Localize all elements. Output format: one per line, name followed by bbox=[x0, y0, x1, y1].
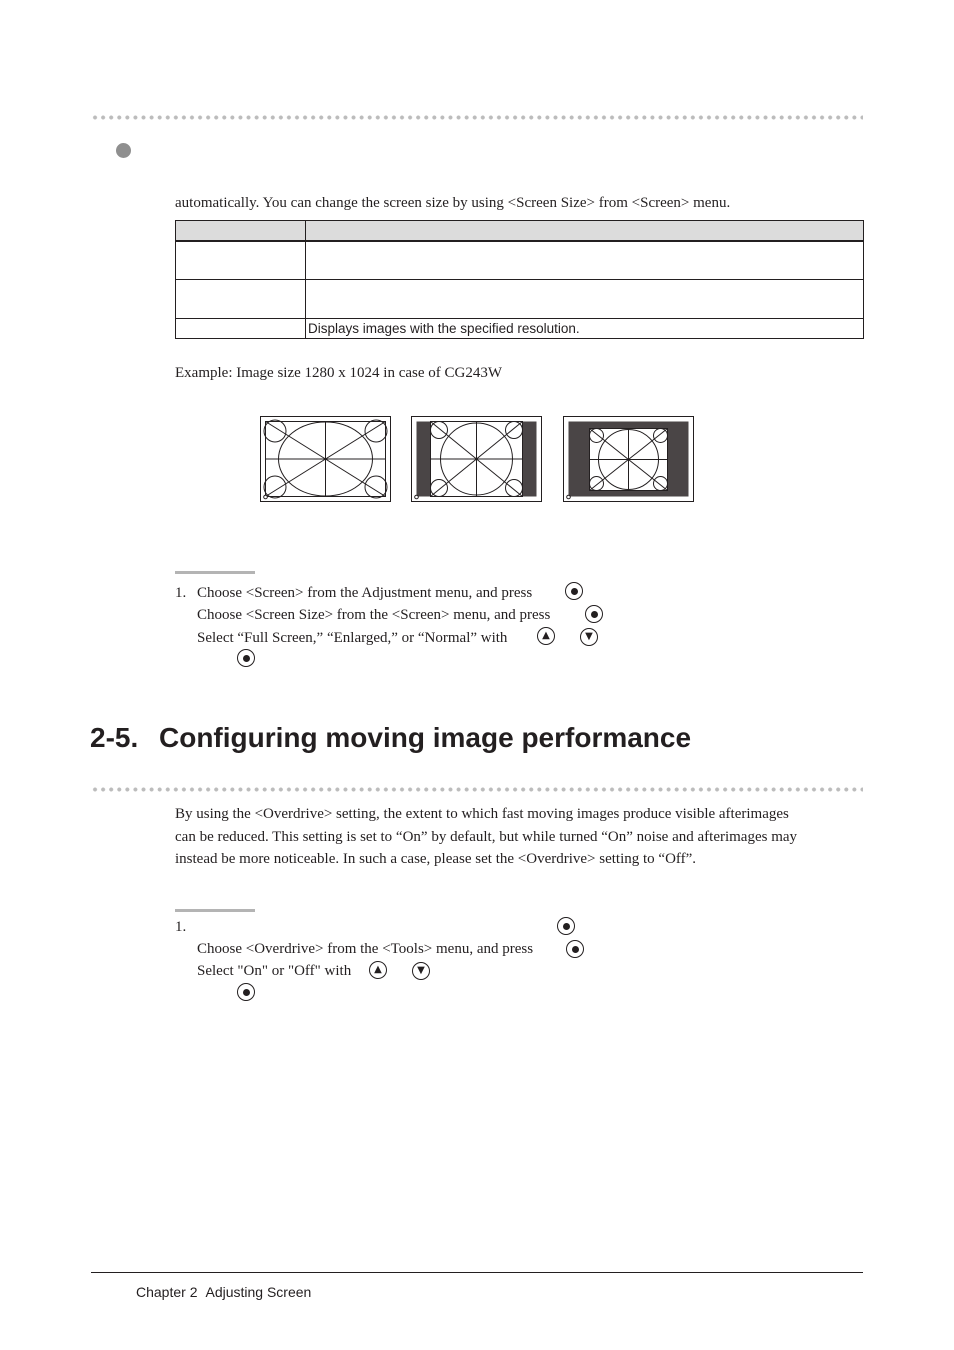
section-title: Configuring moving image performance bbox=[159, 722, 692, 753]
full-screen-example-image bbox=[260, 416, 391, 502]
table-row bbox=[176, 318, 864, 338]
screen-size-intro: automatically. You can change the screen size by using <Screen Size> from <Screen> menu. bbox=[175, 195, 731, 211]
enter-button-icon bbox=[566, 940, 584, 958]
table-header-cell bbox=[176, 221, 306, 242]
procedure-step-line: Select “Full Screen,” “Enlarged,” or “Normal” with bbox=[197, 630, 508, 646]
footer-chapter: Chapter 2 bbox=[136, 1284, 198, 1300]
body-paragraph-line: By using the <Overdrive> setting, the extent to which fast moving images produce visible afterimages bbox=[175, 806, 789, 822]
table-cell-function bbox=[306, 241, 864, 279]
procedure-rule bbox=[175, 571, 255, 574]
enter-button-icon bbox=[237, 649, 255, 667]
table-cell-function bbox=[306, 279, 864, 318]
section-bullet-icon bbox=[116, 143, 131, 158]
body-paragraph-line: instead be more noticeable. In such a case, please set the <Overdrive> setting to “Off”. bbox=[175, 851, 697, 867]
down-button-icon: ▼ bbox=[412, 962, 430, 980]
procedure-step-line: Choose <Screen> from the Adjustment menu, and press bbox=[197, 585, 533, 601]
procedure-step-number: 1. bbox=[175, 919, 187, 935]
screen-size-table bbox=[175, 220, 864, 339]
enlarged-example-image bbox=[411, 416, 542, 502]
page-footer bbox=[136, 1284, 311, 1300]
enter-button-icon bbox=[585, 605, 603, 623]
procedure-step-line: Select "On" or "Off" with bbox=[197, 963, 352, 979]
up-button-icon: ▲ bbox=[369, 961, 387, 979]
footer-title: Adjusting Screen bbox=[205, 1284, 312, 1300]
body-paragraph-line: can be reduced. This setting is set to “On” by default, but while turned “On” noise and afterimages may bbox=[175, 829, 798, 845]
normal-example-image bbox=[563, 416, 694, 502]
dotted-separator-section bbox=[91, 787, 863, 792]
dotted-separator-top bbox=[91, 115, 863, 120]
procedure-rule bbox=[175, 909, 255, 912]
enter-button-icon bbox=[557, 917, 575, 935]
table-cell-setting bbox=[176, 241, 306, 279]
procedure-step-line: Choose <Screen Size> from the <Screen> menu, and press bbox=[197, 607, 551, 623]
table-cell-setting bbox=[176, 318, 306, 338]
table-cell-function: Displays images with the specified resolution. bbox=[306, 318, 864, 338]
footer-rule bbox=[91, 1272, 863, 1273]
section-heading bbox=[90, 720, 691, 756]
down-button-icon: ▼ bbox=[580, 628, 598, 646]
up-button-icon: ▲ bbox=[537, 627, 555, 645]
table-header-cell bbox=[306, 221, 864, 242]
table-header-row bbox=[176, 221, 864, 242]
table-row bbox=[176, 241, 864, 279]
enter-button-icon bbox=[237, 983, 255, 1001]
table-cell-setting bbox=[176, 279, 306, 318]
procedure-step-line: Choose <Overdrive> from the <Tools> menu, and press bbox=[197, 941, 534, 957]
section-number: 2-5. bbox=[90, 722, 139, 753]
enter-button-icon bbox=[565, 582, 583, 600]
table-row bbox=[176, 279, 864, 318]
example-caption: Example: Image size 1280 x 1024 in case of CG243W bbox=[175, 365, 502, 381]
procedure-step-number: 1. bbox=[175, 585, 187, 601]
